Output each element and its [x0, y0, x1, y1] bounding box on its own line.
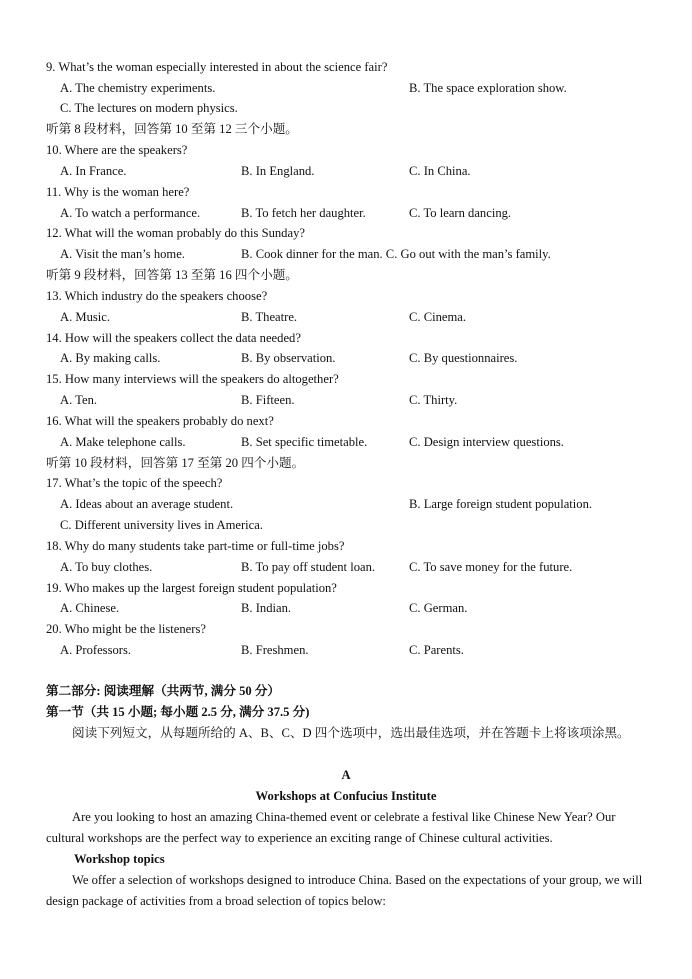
- q11-option-b: B. To fetch her daughter.: [241, 206, 366, 220]
- q11-option-a: A. To watch a performance.: [60, 206, 201, 220]
- q14-option-c: C. By questionnaires.: [409, 351, 518, 365]
- q20-option-c: C. Parents.: [409, 643, 464, 657]
- passage-paragraph-1: Are you looking to host an amazing China-themed event or celebrate a festival like Chinese New Year? Our cultural workshops are the perfect way to experience an exciting range of Chinese cultural activities.: [46, 810, 616, 845]
- q19-option-c: C. German.: [409, 601, 468, 615]
- question-13: 13. Which industry do the speakers choose?: [46, 289, 268, 303]
- q10-option-a: A. In France.: [60, 164, 127, 178]
- q15-option-c: C. Thirty.: [409, 393, 458, 407]
- q17-option-b: B. Large foreign student population.: [409, 497, 593, 511]
- q12-option-a: A. Visit the man’s home.: [60, 247, 185, 261]
- q19-option-b: B. Indian.: [241, 601, 292, 615]
- q15-option-b: B. Fifteen.: [241, 393, 295, 407]
- question-14: 14. How will the speakers collect the data needed?: [46, 331, 301, 345]
- reading-instructions: 阅读下列短文，从每题所给的 A、B、C、D 四个选项中，选出最佳选项，并在答题卡上将该项涂黑。: [72, 726, 630, 740]
- section-one-title: 第一节（共 15 小题; 每小题 2.5 分, 满分 37.5 分): [46, 705, 310, 719]
- question-12: 12. What will the woman probably do this Sunday?: [46, 226, 305, 240]
- workshop-topics-heading: Workshop topics: [74, 852, 165, 866]
- question-15: 15. How many interviews will the speakers do altogether?: [46, 372, 339, 386]
- q14-option-a: A. By making calls.: [60, 351, 161, 365]
- q13-option-a: A. Music.: [60, 310, 111, 324]
- passage-title: Workshops at Confucius Institute: [255, 789, 437, 803]
- q10-option-c: C. In China.: [409, 164, 471, 178]
- part-two-title: 第二部分: 阅读理解（共两节, 满分 50 分）: [46, 684, 281, 698]
- q14-option-b: B. By observation.: [241, 351, 336, 365]
- passage-paragraph-2: We offer a selection of workshops designed to introduce China. Based on the expectations of your group, we will design package of activities from a broad selection of topics below:: [46, 873, 643, 908]
- question-19: 19. Who makes up the largest foreign student population?: [46, 581, 337, 595]
- q20-option-a: A. Professors.: [60, 643, 132, 657]
- q9-option-c: C. The lectures on modern physics.: [60, 101, 238, 115]
- q9-option-b: B. The space exploration show.: [409, 81, 567, 95]
- question-17: 17. What’s the topic of the speech?: [46, 476, 223, 490]
- question-9: 9. What’s the woman especially interested in about the science fair?: [46, 60, 388, 74]
- q9-option-a: A. The chemistry experiments.: [60, 81, 216, 95]
- section-10-instruction: 听第 10 段材料，回答第 17 至第 20 四个小题。: [46, 456, 305, 470]
- section-9-instruction: 听第 9 段材料，回答第 13 至第 16 四个小题。: [46, 268, 298, 282]
- question-10: 10. Where are the speakers?: [46, 143, 188, 157]
- q19-option-a: A. Chinese.: [60, 601, 120, 615]
- q18-option-b: B. To pay off student loan.: [241, 560, 376, 574]
- q13-option-b: B. Theatre.: [241, 310, 298, 324]
- question-11: 11. Why is the woman here?: [46, 185, 190, 199]
- q10-option-b: B. In England.: [241, 164, 315, 178]
- q11-option-c: C. To learn dancing.: [409, 206, 512, 220]
- q16-option-b: B. Set specific timetable.: [241, 435, 368, 449]
- q17-option-a: A. Ideas about an average student.: [60, 497, 234, 511]
- question-16: 16. What will the speakers probably do next?: [46, 414, 274, 428]
- q15-option-a: A. Ten.: [60, 393, 98, 407]
- q18-option-c: C. To save money for the future.: [409, 560, 573, 574]
- q16-option-c: C. Design interview questions.: [409, 435, 564, 449]
- section-8-instruction: 听第 8 段材料，回答第 10 至第 12 三个小题。: [46, 122, 298, 136]
- question-20: 20. Who might be the listeners?: [46, 622, 206, 636]
- q16-option-a: A. Make telephone calls.: [60, 435, 186, 449]
- q13-option-c: C. Cinema.: [409, 310, 467, 324]
- question-18: 18. Why do many students take part-time or full-time jobs?: [46, 539, 345, 553]
- q17-option-c: C. Different university lives in America.: [60, 518, 263, 532]
- passage-letter: A: [341, 768, 351, 782]
- q20-option-b: B. Freshmen.: [241, 643, 309, 657]
- q12-option-bc: B. Cook dinner for the man. C. Go out with the man’s family.: [241, 247, 551, 261]
- q18-option-a: A. To buy clothes.: [60, 560, 153, 574]
